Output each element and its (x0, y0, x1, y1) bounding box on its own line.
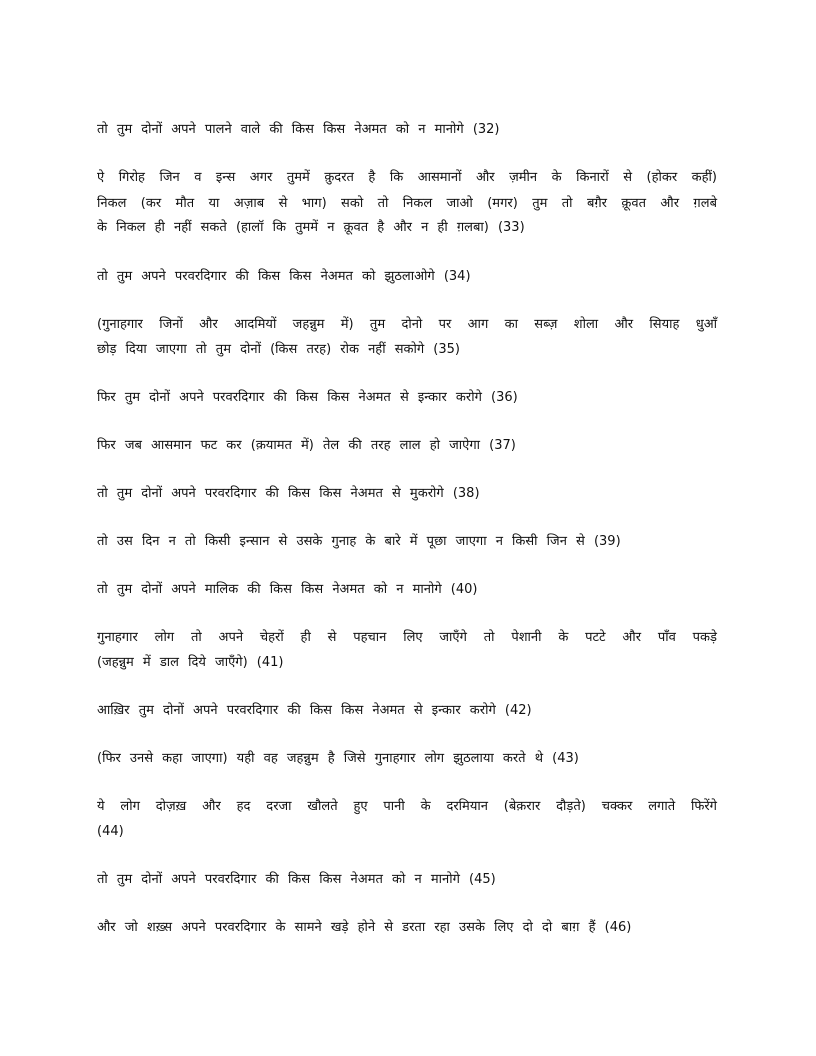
verse-13-line-2: (44) (97, 824, 124, 839)
verse-5-line-1: फिर तुम दोनों अपने परवरदिगार की किस किस नेअमत से इन्कार करोगे (36) (97, 390, 518, 405)
verse-6-line-1: फिर जब आसमान फट कर (क़यामत में) तेल की तरह लाल हो जाऐगा (37) (97, 438, 516, 453)
verse-3-line-1: तो तुम अपने परवरदिगार की किस किस नेअमत को झुठलाओगे (34) (97, 269, 471, 284)
verse-10-line-2: (जहन्नुम में डाल दिये जाएँगे) (41) (97, 655, 284, 670)
verse-2-line-1: ऐ गिरोह जिन व इन्स अगर तुममें क़ुदरत है कि आसमानों और ज़मीन के किनारों से (होकर कहीं) (97, 170, 717, 185)
verse-12-line-1: (फिर उनसे कहा जाएगा) यही वह जहन्नुम है जिसे गुनाहगार लोग झुठलाया करते थे (43) (97, 751, 579, 766)
verse-10-line-1: गुनाहगार लोग तो अपने चेहरों ही से पहचान लिए जाएँगे तो पेशानी के पटटे और पाँव पकडे़ (97, 630, 717, 645)
verse-11-line-1: आख़िर तुम दोनों अपने परवरदिगार की किस किस नेअमत से इन्कार करोगे (42) (97, 703, 532, 718)
verse-4-line-2: छोड़ दिया जाएगा तो तुम दोनों (किस तरह) रोक नहीं सकोगे (35) (97, 342, 460, 357)
verse-15-line-1: और जो शख़्स अपने परवरदिगार के सामने खडे़ होने से डरता रहा उसके लिए दो दो बाग़ हैं (46) (97, 920, 632, 935)
verse-9-line-1: तो तुम दोनों अपने मालिक की किस किस नेअमत को न मानोगे (40) (97, 582, 478, 597)
verse-14-line-1: तो तुम दोनों अपने परवरदिगार की किस किस नेअमत को न मानोगे (45) (97, 872, 496, 887)
verse-13-line-1: ये लोग दोज़ख़ और हद दरजा खौलते हुए पानी के दरमियान (बेक़रार दौड़ते) चक्कर लगाते फिरेंगे (97, 799, 717, 814)
verse-7-line-1: तो तुम दोनों अपने परवरदिगार की किस किस नेअमत से मुकरोगे (38) (97, 486, 480, 501)
verse-2-line-2: निकल (कर मौत या अज़ाब से भाग) सको तो निकल जाओ (मगर) तुम तो बग़ैर क़ूवत और ग़लबे (97, 196, 717, 211)
verse-1-line-1: तो तुम दोनों अपने पालने वाले की किस किस नेअमत को न मानोगे (32) (97, 122, 500, 137)
verse-2-line-3: के निकल ही नहीं सकते (हालॉ कि तुममें न क़ूवत है और न ही ग़लबा) (33) (97, 220, 525, 235)
verse-4-line-1: (गुनाहगार जिनों और आदमियों जहन्नुम में) तुम दोनो पर आग का सब्ज़ शोला और सियाह धुऑं (97, 317, 717, 332)
verse-8-line-1: तो उस दिन न तो किसी इन्सान से उसके गुनाह के बारे में पूछा जाएगा न किसी जिन से (39) (97, 534, 621, 549)
